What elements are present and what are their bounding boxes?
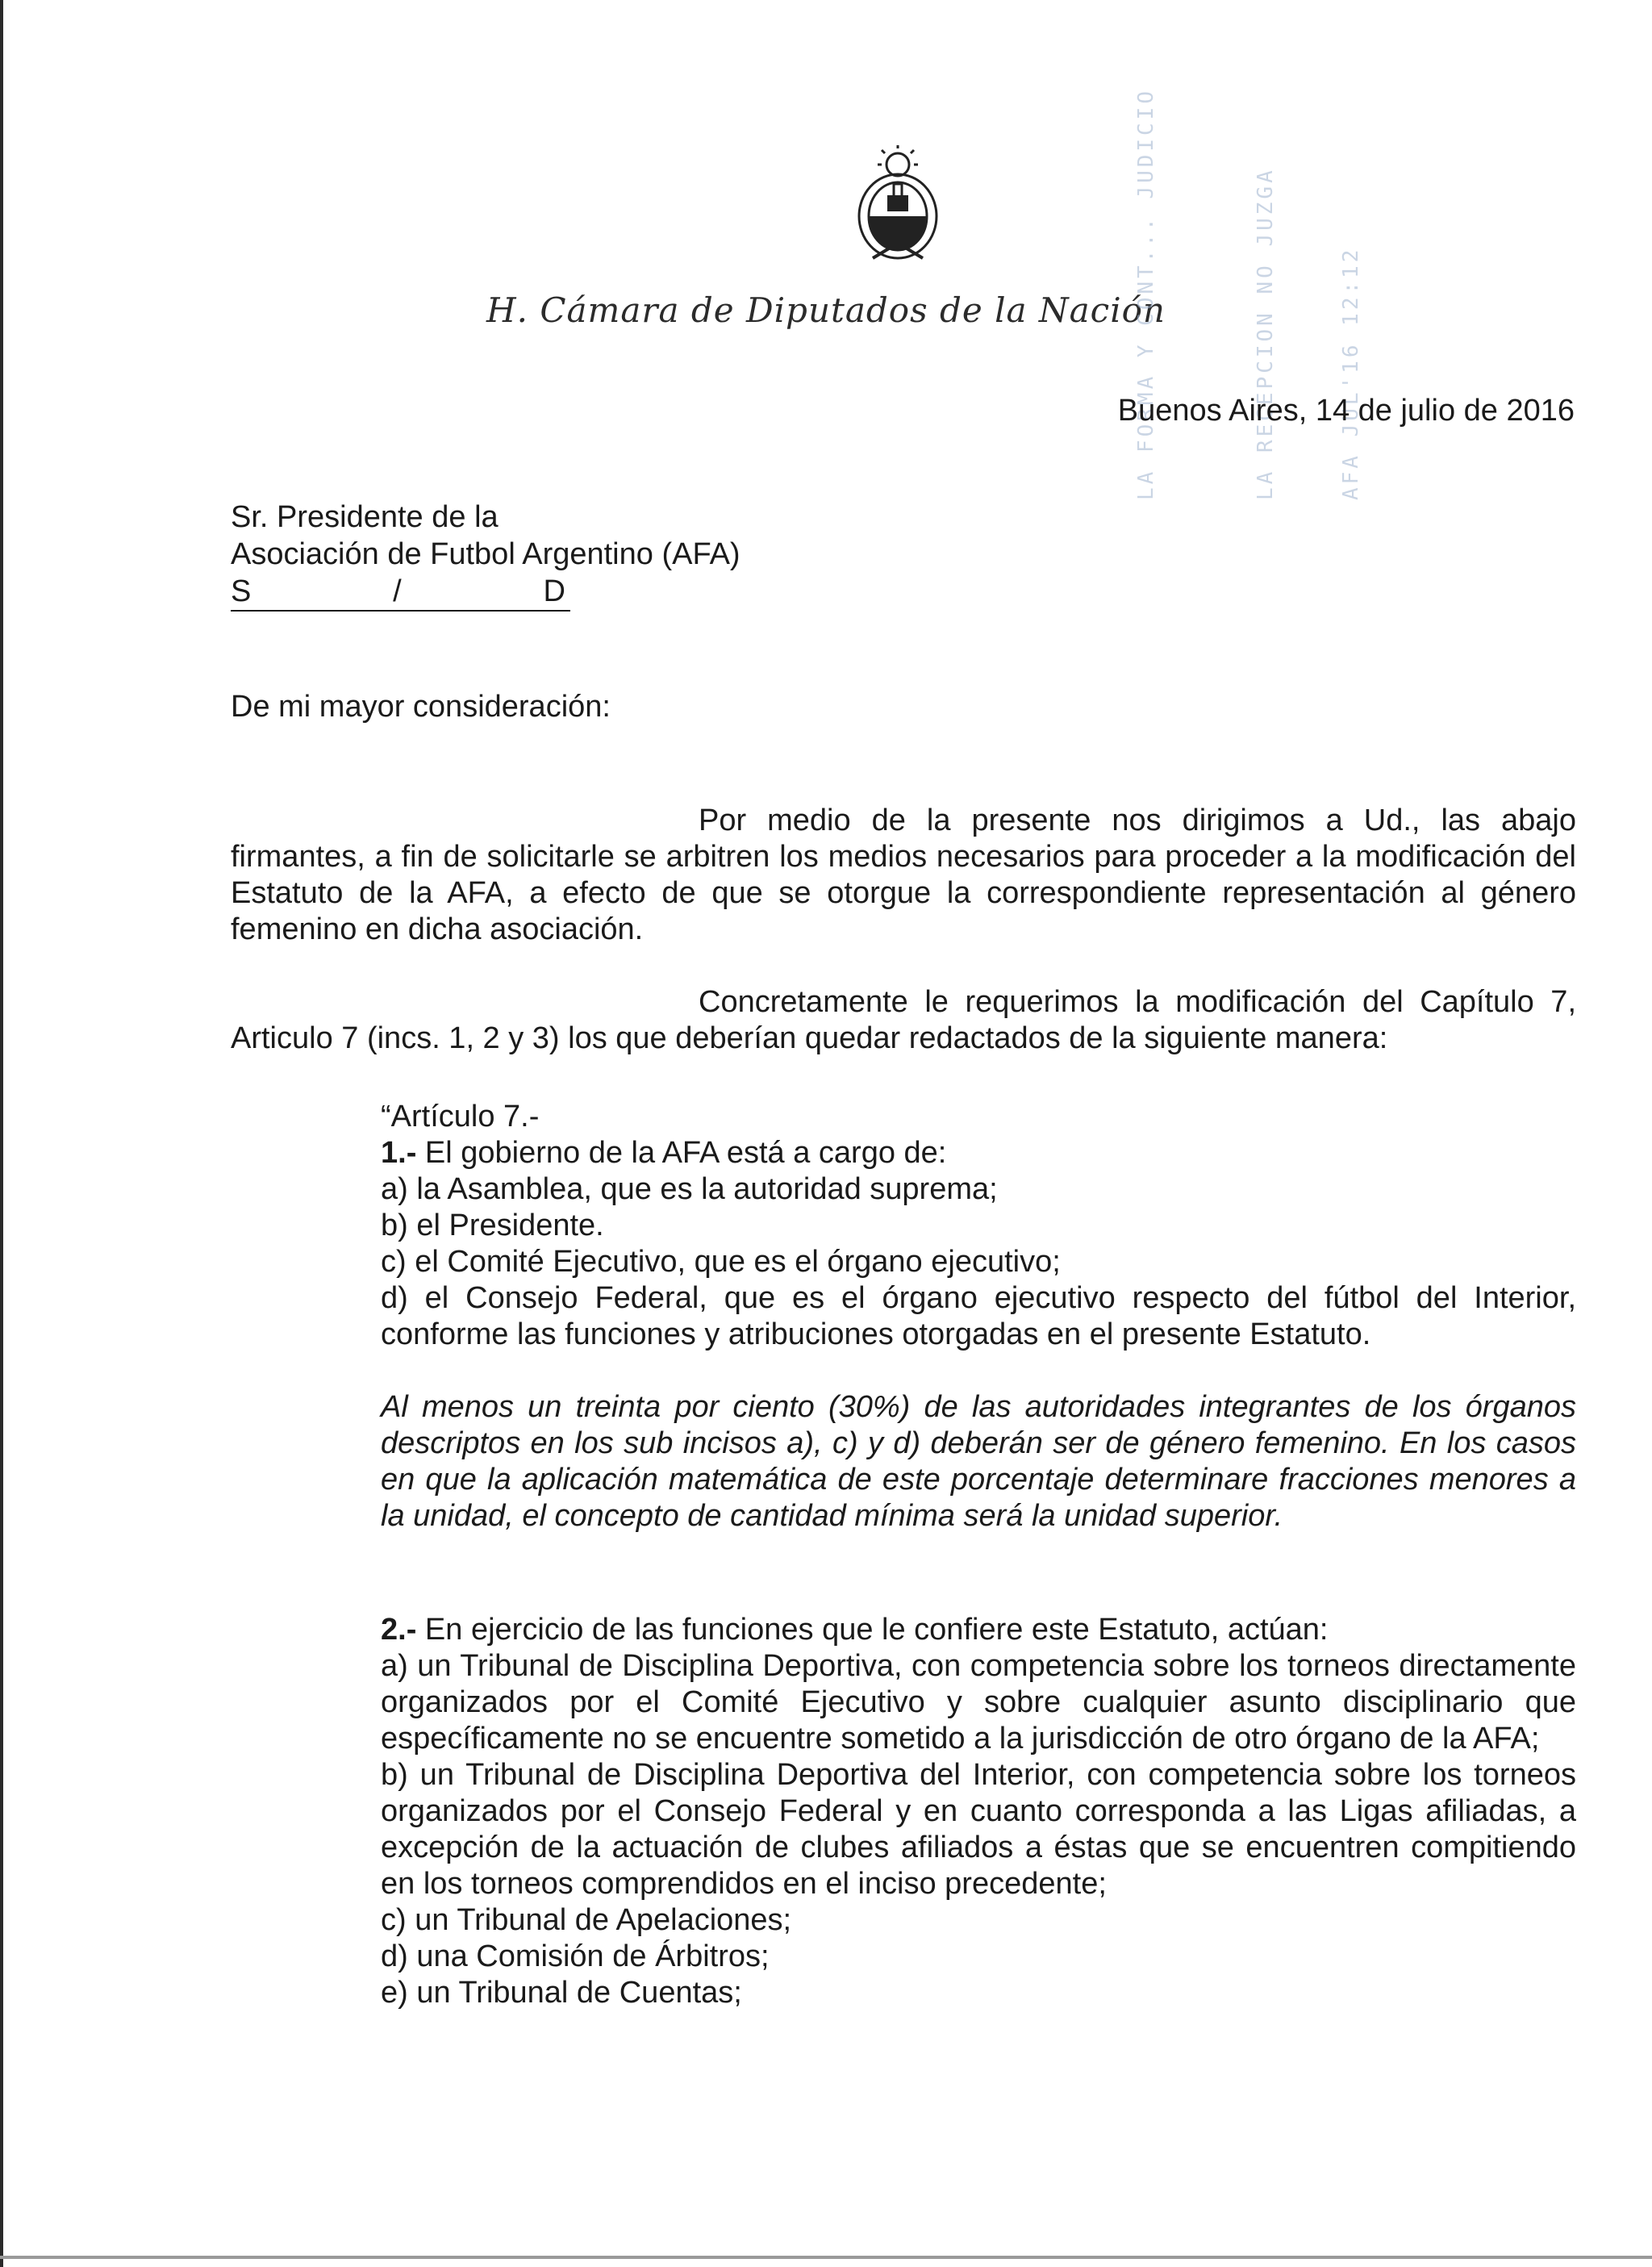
article-quote bbox=[381, 1389, 1576, 1534]
sub-item: a) la Asamblea, que es la autoridad suprema; bbox=[381, 1172, 998, 1206]
addressee-line: Sr. Presidente de la bbox=[231, 500, 499, 534]
sub-item: c) el Comité Ejecutivo, que es el órgano ejecutivo; bbox=[381, 1245, 1061, 1279]
addressee-block bbox=[231, 499, 740, 612]
sub-item: b) un Tribunal de Disciplina Deportiva del Interior, con competencia sobre los torneos organizados por el Consejo Federal y en cuanto corresponda a las Ligas afiliadas, a excepción de la actuación de clubes afiliados a éstas que se encuentren compitiendo en los torneos comprendidos en el inciso precedente; bbox=[381, 1758, 1576, 1901]
coat-of-arms-icon bbox=[849, 145, 947, 266]
scan-edge-bottom bbox=[0, 2256, 1652, 2259]
addressee-line: Asociación de Futbol Argentino (AFA) bbox=[231, 537, 740, 571]
sub-item: b) el Presidente. bbox=[381, 1209, 604, 1242]
greeting: De mi mayor consideración: bbox=[231, 690, 611, 724]
scan-edge-left bbox=[0, 0, 3, 2267]
sub-item: d) una Comisión de Árbitros; bbox=[381, 1939, 770, 1973]
sd-abbreviation: S / D bbox=[231, 573, 570, 612]
article-heading: “Artículo 7.- bbox=[381, 1100, 540, 1134]
article-item: 1.- El gobierno de la AFA está a cargo de: bbox=[381, 1136, 947, 1170]
sub-item: a) un Tribunal de Disciplina Deportiva, con competencia sobre los torneos directamente organizados por el Comité Ejecutivo y sobre cualquier asunto disciplinario que específicamente no se encuentre sometido a la jurisdicción de otro órgano de la AFA; bbox=[381, 1649, 1576, 1756]
sub-item: c) un Tribunal de Apelaciones; bbox=[381, 1903, 792, 1937]
article-quote bbox=[381, 1099, 1576, 1353]
paragraph: Concretamente le requerimos la modificación del Capítulo 7, Articulo 7 (incs. 1, 2 y 3) los que deberían quedar redactados de la siguiente manera: bbox=[231, 985, 1576, 1055]
chamber-letterhead: H. Cámara de Diputados de la Nación bbox=[486, 290, 1166, 330]
date-line: Buenos Aires, 14 de julio de 2016 bbox=[1117, 394, 1575, 428]
quota-paragraph: Al menos un treinta por ciento (30%) de las autoridades integrantes de los órganos descriptos en los sub incisos a), c) y d) deberán ser de género femenino. En los casos en que la aplicación matemática de este porcentaje determinare fracciones menores a la unidad, el concepto de cantidad mínima será la unidad superior. bbox=[381, 1390, 1576, 1533]
paragraph: Por medio de la presente nos dirigimos a Ud., las abajo firmantes, a fin de solicitarle se arbitren los medios necesarios para proceder a la modificación del Estatuto de la AFA, a efecto de que se otorgue la correspondiente representación al género femenino en dicha asociación. bbox=[231, 804, 1576, 946]
reception-stamp: AFA JUL'16 12:12 bbox=[1339, 246, 1363, 500]
sub-item: d) el Consejo Federal, que es el órgano ejecutivo respecto del fútbol del Interior, conforme las funciones y atribuciones otorgadas en el presente Estatuto. bbox=[381, 1281, 1576, 1351]
reception-stamp: LA RECEPCION NO JUZGA bbox=[1254, 167, 1278, 500]
article-item: 2.- En ejercicio de las funciones que le confiere este Estatuto, actúan: bbox=[381, 1613, 1329, 1647]
article-quote bbox=[381, 1612, 1576, 2011]
sub-item: e) un Tribunal de Cuentas; bbox=[381, 1976, 742, 2010]
reception-stamp: LA FORMA Y CONT... JUDICIO bbox=[1134, 88, 1158, 500]
